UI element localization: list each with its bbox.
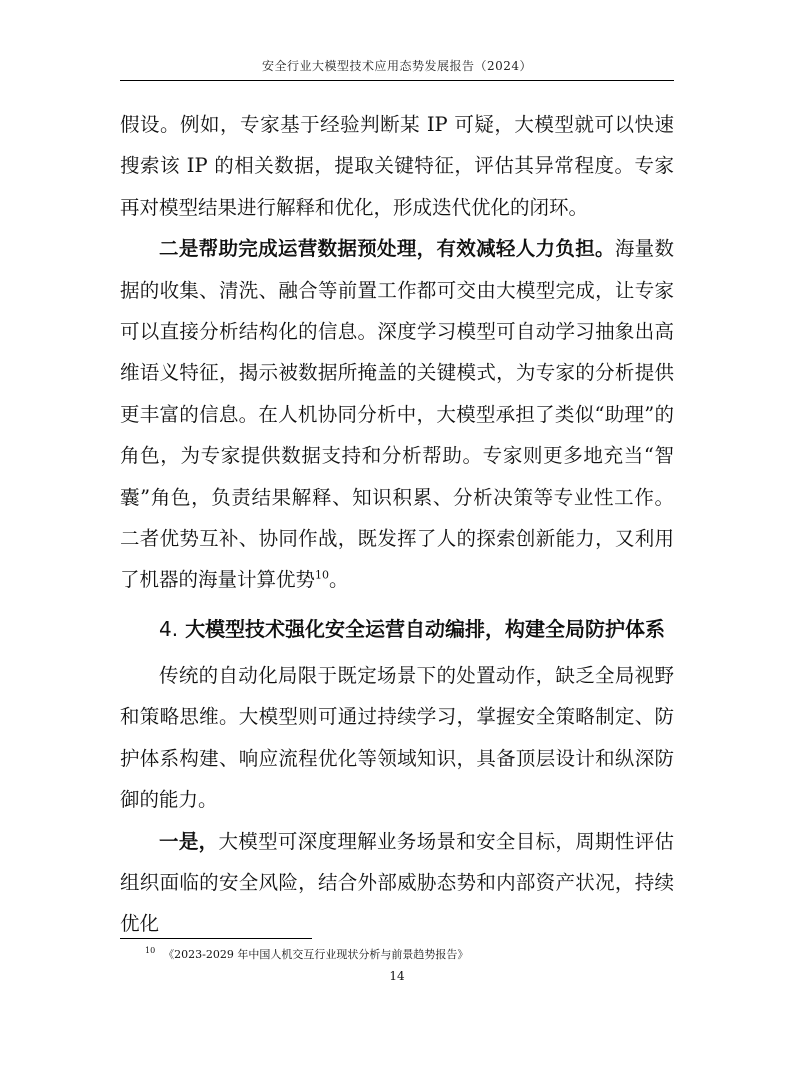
paragraph-lead-bold: 一是， bbox=[159, 829, 219, 853]
footnote-divider bbox=[120, 938, 312, 939]
section-heading bbox=[120, 607, 674, 651]
footnote-text: 《2023-2029 年中国人机交互行业现状分析与前景趋势报告》 bbox=[163, 948, 469, 961]
paragraph-first-point bbox=[120, 821, 674, 945]
footnote bbox=[145, 946, 468, 962]
running-header: 安全行业大模型技术应用态势发展报告（2024） bbox=[261, 59, 533, 73]
section-title: 大模型技术强化安全运营自动编排，构建全局防护体系 bbox=[185, 616, 666, 641]
paragraph-intro: 传统的自动化局限于既定场景下的处置动作，缺乏全局视野和策略思维。大模型则可通过持续学习，掌握安全策略制定、防护体系构建、响应流程优化等领域知识，具备顶层设计和纵深防御的能力。 bbox=[120, 663, 674, 812]
paragraph-second-point bbox=[120, 228, 674, 601]
section-number: 4. bbox=[159, 616, 179, 641]
paragraph-lead-bold: 二是帮助完成运营数据预处理，有效减轻人力负担。 bbox=[159, 237, 615, 261]
footnote-reference[interactable]: 10 bbox=[315, 568, 330, 582]
page-number: 14 bbox=[389, 969, 405, 983]
paragraph-body-text: 大模型可深度理解业务场景和安全目标，周期性评估组织面临的安全风险，结合外部威胁态势和内部资产状况，持续优化 bbox=[120, 829, 674, 936]
footnote-mark: 10 bbox=[145, 946, 156, 956]
paragraph-body-text: 海量数据的收集、清洗、融合等前置工作都可交由大模型完成，让专家可以直接分析结构化的信息。深度学习模型可自动学习抽象出高维语义特征，揭示被数据所掩盖的关键模式，为专家的分析提供更丰富的信息。在人机协同分析中，大模型承担了类似“助理”的角色，为专家提供数据支持和分析帮助。专家则更多地充当“智囊”角色，负责结果解释、知识积累、分析决策等专业性工作。二者优势互补、协同作战，既发挥了人的探索创新能力，又利用了机器的海量计算优势 bbox=[120, 237, 674, 592]
header-divider bbox=[120, 80, 674, 81]
page-body bbox=[120, 104, 674, 945]
paragraph-continued: 假设。例如，专家基于经验判断某 IP 可疑，大模型就可以快速搜索该 IP 的相关数据，提取关键特征，评估其异常程度。专家再对模型结果进行解释和优化，形成迭代优化的闭环。 bbox=[120, 113, 674, 219]
paragraph-end-punct: 。 bbox=[329, 568, 349, 592]
